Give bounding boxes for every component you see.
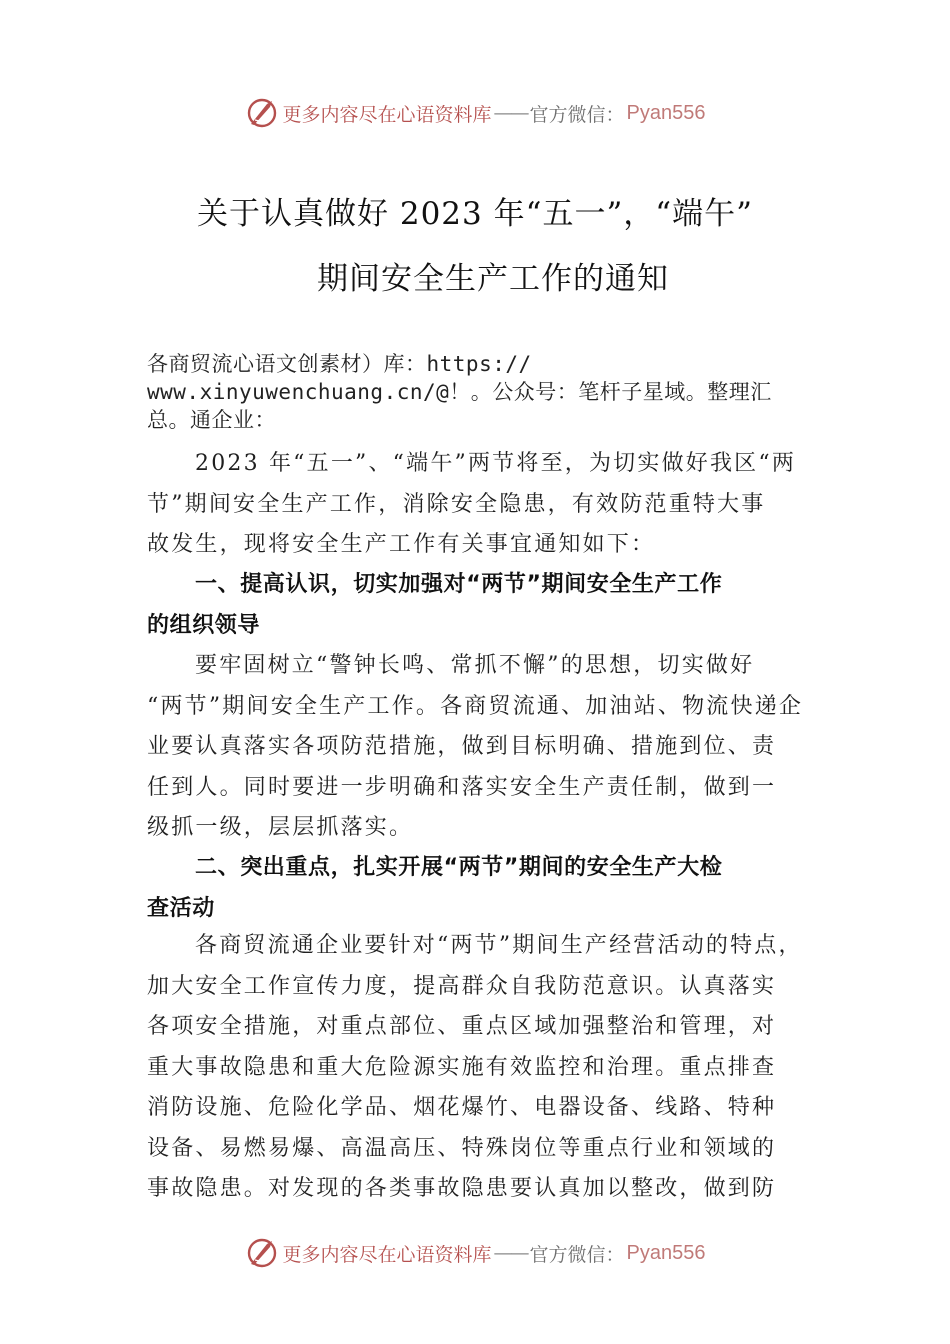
paragraph-line: 事故隐患。对发现的各类事故隐患要认真加以整改，做到防 (147, 1176, 777, 1201)
section-heading-1 (147, 565, 812, 646)
paragraph-line: 节”期间安全生产工作，消除安全隐患，有效防范重特大事 (147, 491, 766, 517)
section-heading-2 (147, 848, 812, 929)
addressee (147, 350, 837, 434)
watermark-wechat-id: Pyan556 (626, 1241, 706, 1264)
paragraph-line: 任到人。同时要进一步明确和落实安全生产责任制，做到一 (147, 774, 777, 800)
intro-paragraph (147, 444, 812, 566)
paragraph-line: 故发生，现将安全生产工作有关事宜通知如下： (147, 532, 656, 557)
paragraph-line: 各项安全措施，对重点部位、重点区域加强整治和管理，对 (147, 1014, 777, 1039)
quill-pen-circle-icon (245, 96, 279, 130)
paragraph-line: 设备、易燃易爆、高温高压、特殊岗位等重点行业和领域的 (147, 1135, 777, 1161)
watermark-dash: —— (493, 102, 528, 124)
paragraph-line: “两节”期间安全生产工作。各商贸流通、加油站、物流快递企 (147, 693, 804, 719)
watermark-dash: —— (493, 1242, 528, 1264)
addressee-line: www.xinyuwenchuang.cn/@！。公众号：笔杆子星域。整理汇 (147, 380, 772, 404)
document-title-line-2: 期间安全生产工作的通知 (317, 261, 669, 297)
heading-line: 二、突出重点，扎实开展“两节”期间的安全生产大检 (195, 855, 723, 880)
paragraph-line: 各商贸流通企业要针对“两节”期间生产经营活动的特点， (195, 933, 803, 958)
watermark-brand: 更多内容尽在心语资料库 (282, 1243, 492, 1266)
watermark-wechat-id: Pyan556 (626, 101, 706, 124)
paragraph-line: 重大事故隐患和重大危险源实施有效监控和治理。重点排查 (147, 1054, 777, 1080)
document-title-line-1: 关于认真做好 2023 年“五一”，“端午” (197, 196, 753, 232)
paragraph-line: 2023 年“五一”、“端午”两节将至，为切实做好我区“两 (195, 451, 797, 476)
section-1-paragraph (147, 646, 812, 849)
heading-line: 查活动 (147, 895, 215, 921)
addressee-line: 各商贸流心语文创素材）库：https:// (147, 352, 532, 376)
heading-line: 的组织领导 (147, 612, 261, 638)
footer-watermark (0, 1233, 950, 1273)
paragraph-line: 要牢固树立“警钟长鸣、常抓不懈”的思想，切实做好 (195, 653, 755, 678)
watermark-wechat-label: 官方微信： (529, 1243, 625, 1266)
paragraph-line: 级抓一级，层层抓落实。 (147, 815, 414, 840)
watermark-brand: 更多内容尽在心语资料库 (282, 103, 492, 126)
header-watermark (0, 93, 950, 133)
watermark-wechat-label: 官方微信： (529, 103, 625, 126)
section-2-paragraph (147, 926, 812, 1210)
quill-pen-circle-icon (245, 1236, 279, 1270)
paragraph-line: 加大安全工作宣传力度，提高群众自我防范意识。认真落实 (147, 973, 777, 999)
paragraph-line: 业要认真落实各项防范措施，做到目标明确、措施到位、责 (147, 734, 777, 759)
addressee-line: 总。通企业： (147, 408, 276, 432)
paragraph-line: 消防设施、危险化学品、烟花爆竹、电器设备、线路、特种 (147, 1095, 777, 1120)
heading-line: 一、提高认识，切实加强对“两节”期间安全生产工作 (195, 572, 723, 597)
